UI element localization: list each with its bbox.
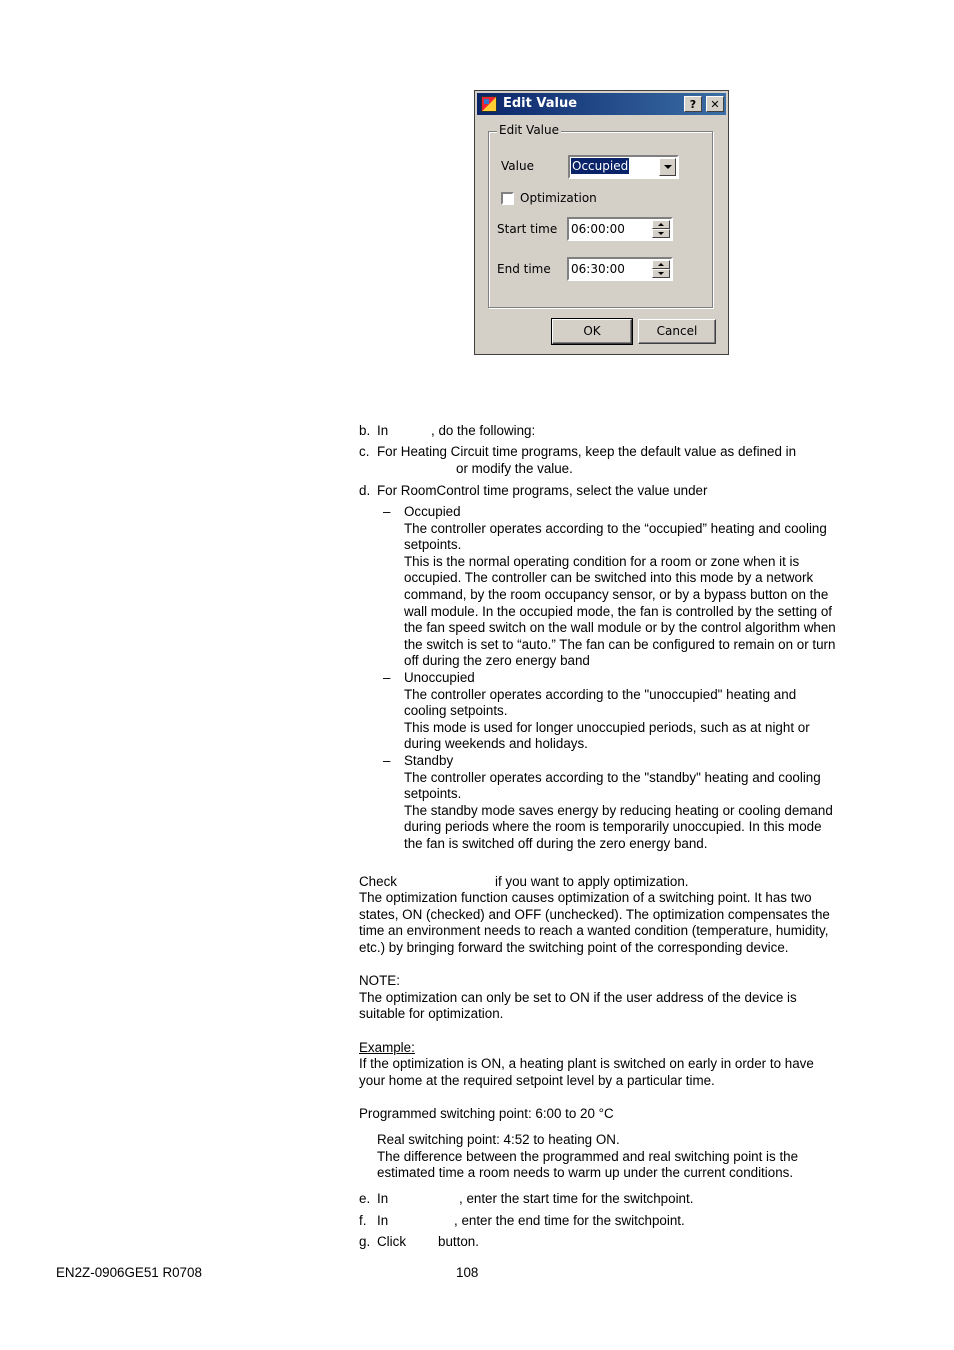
option-dash: – xyxy=(383,753,391,768)
option-title: Occupied xyxy=(404,504,461,519)
note-line: The optimization can only be set to ON if the user address of the device is xyxy=(359,990,797,1005)
spin-down-icon[interactable] xyxy=(652,269,670,278)
step-f-text2: , enter the end time for the switchpoint. xyxy=(454,1213,685,1228)
chevron-down-icon[interactable] xyxy=(659,158,676,176)
groupbox-label: Edit Value xyxy=(499,123,560,137)
option-description-line: wall module. In the occupied mode, the fan is controlled by the setting of xyxy=(404,604,833,619)
option-description-line: The controller operates according to the “occupied” heating and cooling xyxy=(404,521,827,536)
option-description-line: setpoints. xyxy=(404,786,462,801)
optimization-checkbox[interactable] xyxy=(501,192,514,205)
value-combobox[interactable] xyxy=(568,155,679,179)
option-description-line: the fan is switched off during the zero energy band. xyxy=(404,836,708,851)
option-dash: – xyxy=(383,670,391,685)
edit-value-dialog xyxy=(474,90,729,355)
spin-up-icon[interactable] xyxy=(652,220,670,229)
option-description-line: setpoints. xyxy=(404,537,462,552)
real-switching-line: Real switching point: 4:52 to heating ON. xyxy=(377,1132,620,1147)
step-b-marker: b. xyxy=(359,423,371,438)
end-time-label: End time xyxy=(497,262,551,276)
footer-page-number: 108 xyxy=(456,1265,479,1280)
real-switching-line: The difference between the programmed and real switching point is the xyxy=(377,1149,799,1164)
step-g-text2: button. xyxy=(438,1234,479,1249)
example-line: If the optimization is ON, a heating plant is switched on early in order to have xyxy=(359,1056,814,1071)
close-button[interactable]: ✕ xyxy=(706,96,724,112)
example-heading: Example: xyxy=(359,1040,415,1055)
option-description-line: occupied. The controller can be switched into this mode by a network xyxy=(404,570,814,585)
optimization-label: Optimization xyxy=(520,191,597,205)
option-description-line: the fan speed switch on the wall module or by the control algorithm when xyxy=(404,620,836,635)
cancel-button[interactable]: Cancel xyxy=(638,319,716,344)
option-description-line: cooling setpoints. xyxy=(404,703,508,718)
footer-doc-id: EN2Z-0906GE51 R0708 xyxy=(56,1265,202,1280)
value-label: Value xyxy=(501,159,534,173)
check-suffix: if you want to apply optimization. xyxy=(495,874,689,889)
spin-down-icon[interactable] xyxy=(652,229,670,238)
value-selected: Occupied xyxy=(572,159,629,173)
step-d-text: For RoomControl time programs, select the value under xyxy=(377,483,708,498)
option-description-line: command, by the room occupancy sensor, or by a bypass button on the xyxy=(404,587,829,602)
dialog-title: Edit Value xyxy=(503,96,578,111)
option-description-line: the switch is set to “auto.” The fan can be configured to remain on or turn xyxy=(404,637,836,652)
option-description-line: The standby mode saves energy by reducing heating or cooling demand xyxy=(404,803,833,818)
optimization-line: states, ON (checked) and OFF (unchecked). The optimization compensates the xyxy=(359,907,830,922)
help-button[interactable]: ? xyxy=(684,96,702,112)
start-time-value[interactable]: 06:00:00 xyxy=(571,222,625,236)
step-c-line2: or modify the value. xyxy=(456,461,573,476)
option-description-line: The controller operates according to the "unoccupied" heating and xyxy=(404,687,797,702)
dialog-title-bar xyxy=(477,93,726,115)
step-d-marker: d. xyxy=(359,483,371,498)
app-icon xyxy=(481,96,497,112)
optimization-line: etc.) by bringing forward the switching point of the corresponding device. xyxy=(359,940,789,955)
option-description-line: off during the zero energy band xyxy=(404,653,590,668)
option-description-line: during periods where the room is temporarily unoccupied. In this mode xyxy=(404,819,822,834)
programmed-switching-point: Programmed switching point: 6:00 to 20 °C xyxy=(359,1106,614,1121)
option-title: Unoccupied xyxy=(404,670,475,685)
step-f-text1: In xyxy=(377,1213,389,1228)
end-time-value[interactable]: 06:30:00 xyxy=(571,262,625,276)
note-heading: NOTE: xyxy=(359,973,400,988)
step-c-line1: For Heating Circuit time programs, keep the default value as defined in xyxy=(377,444,797,459)
step-f-marker: f. xyxy=(359,1213,367,1228)
example-line: your home at the required setpoint level by a particular time. xyxy=(359,1073,715,1088)
step-b-text2: , do the following: xyxy=(431,423,536,438)
ok-button[interactable]: OK xyxy=(552,319,632,344)
step-e-text2: , enter the start time for the switchpoint. xyxy=(459,1191,694,1206)
option-description-line: The controller operates according to the "standby" heating and cooling xyxy=(404,770,821,785)
start-time-spinner[interactable] xyxy=(567,217,673,241)
step-g-text1: Click xyxy=(377,1234,407,1249)
step-e-marker: e. xyxy=(359,1191,371,1206)
option-description-line: This is the normal operating condition for a room or zone when it is xyxy=(404,554,800,569)
step-b-text1: In xyxy=(377,423,389,438)
real-switching-line: estimated time a room needs to warm up under the current conditions. xyxy=(377,1165,794,1180)
option-description-line: This mode is used for longer unoccupied periods, such as at night or xyxy=(404,720,810,735)
step-g-marker: g. xyxy=(359,1234,371,1249)
option-dash: – xyxy=(383,504,391,519)
step-e-text1: In xyxy=(377,1191,389,1206)
optimization-line: time an environment needs to reach a wanted condition (temperature, humidity, xyxy=(359,923,829,938)
start-time-label: Start time xyxy=(497,222,558,236)
option-description-line: during weekends and holidays. xyxy=(404,736,588,751)
note-line: suitable for optimization. xyxy=(359,1006,504,1021)
step-c-marker: c. xyxy=(359,444,370,459)
spin-up-icon[interactable] xyxy=(652,260,670,269)
check-prefix: Check xyxy=(359,874,397,889)
optimization-line: The optimization function causes optimization of a switching point. It has two xyxy=(359,890,812,905)
option-title: Standby xyxy=(404,753,454,768)
end-time-spinner[interactable] xyxy=(567,257,673,281)
